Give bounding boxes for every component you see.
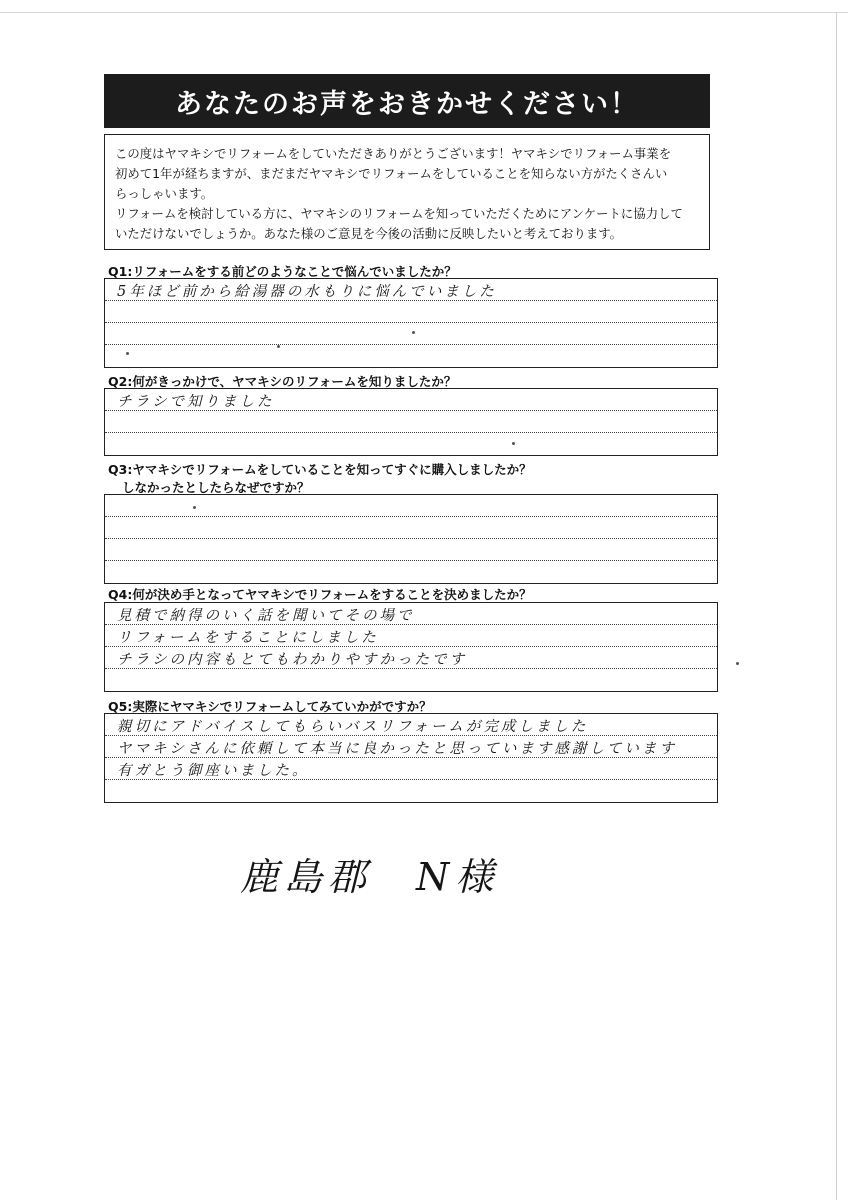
handwritten-answer: 有ガとう御座いました。 [117,763,310,779]
answer-line [105,495,717,517]
answer-line [105,539,717,561]
handwritten-answer: ヤマキシさんに依頼して本当に良かったと思っています感謝しています [117,741,677,757]
question-5-label: Q5:実際にヤマキシでリフォームしてみていかがですか？ [108,699,432,714]
answer-line [105,561,717,583]
handwritten-answer: 見積で納得のいく話を聞いてその場で [117,608,415,624]
handwritten-answer: チラシで知りました [117,394,275,410]
intro-line: リフォームを検討している方に、ヤマキシのリフォームを知っていただくためにアンケートに協力して [115,206,683,221]
intro-line: 初めて1年が経ちますが、まだまだヤマキシでリフォームをしていることを知らない方がたくさんい [115,166,668,181]
question-3-label-continued: しなかったとしたらなぜですか？ [122,480,310,495]
answer-line [105,517,717,539]
intro-line: らっしゃいます。 [115,186,214,201]
answer-line [105,345,717,367]
handwritten-answer: チラシの内容もとてもわかりやすかったです [117,652,467,668]
scan-edge-right [836,12,837,1200]
scan-speck [277,345,280,348]
answer-line [105,714,717,736]
intro-line: いただけないでしょうか。あなた様のご意見を今後の活動に反映したいと考えております。 [115,226,623,241]
question-4-label: Q4:何が決め手となってヤマキシでリフォームをすることを決めましたか？ [108,587,532,602]
answer-line [105,389,717,411]
answer-line [105,669,717,691]
scan-speck [126,352,129,355]
answer-line [105,323,717,345]
answer-line [105,433,717,455]
scan-speck [412,331,415,334]
answer-line [105,780,717,802]
answer-line [105,625,717,647]
signature: 鹿島郡 N様 [240,855,500,899]
question-1-label: Q1:リフォームをする前どのようなことで悩んでいましたか？ [108,264,457,279]
intro-line: この度はヤマキシでリフォームをしていただきありがとうございます！ヤマキシでリフォーム事業を [115,146,672,161]
answer-line [105,647,717,669]
handwritten-answer: 5年ほど前から給湯器の水もりに悩んでいました [117,284,497,300]
question-2-label: Q2:何がきっかけで、ヤマキシのリフォームを知りましたか？ [108,374,457,389]
answer-line [105,279,717,301]
answer-box-3[interactable] [104,494,718,584]
answer-line [105,411,717,433]
intro-box [104,134,710,250]
question-3-label: Q3:ヤマキシでリフォームをしていることを知ってすぐに購入しましたか？ [108,462,532,477]
answer-line [105,758,717,780]
handwritten-answer: 親切にアドバイスしてもらいバスリフォームが完成しました [117,719,589,735]
page-title: あなたのお声をおきかせください！ [104,74,710,128]
scan-speck [193,506,196,509]
answer-box-2[interactable] [104,388,718,456]
answer-line [105,301,717,323]
scan-speck [512,442,515,445]
answer-line [105,603,717,625]
handwritten-answer: リフォームをすることにしました [117,630,379,646]
answer-box-4[interactable] [104,602,718,692]
scan-speck [736,662,739,665]
scan-edge-top [0,0,848,13]
answer-box-1[interactable] [104,278,718,368]
answer-line [105,736,717,758]
answer-box-5[interactable] [104,713,718,803]
